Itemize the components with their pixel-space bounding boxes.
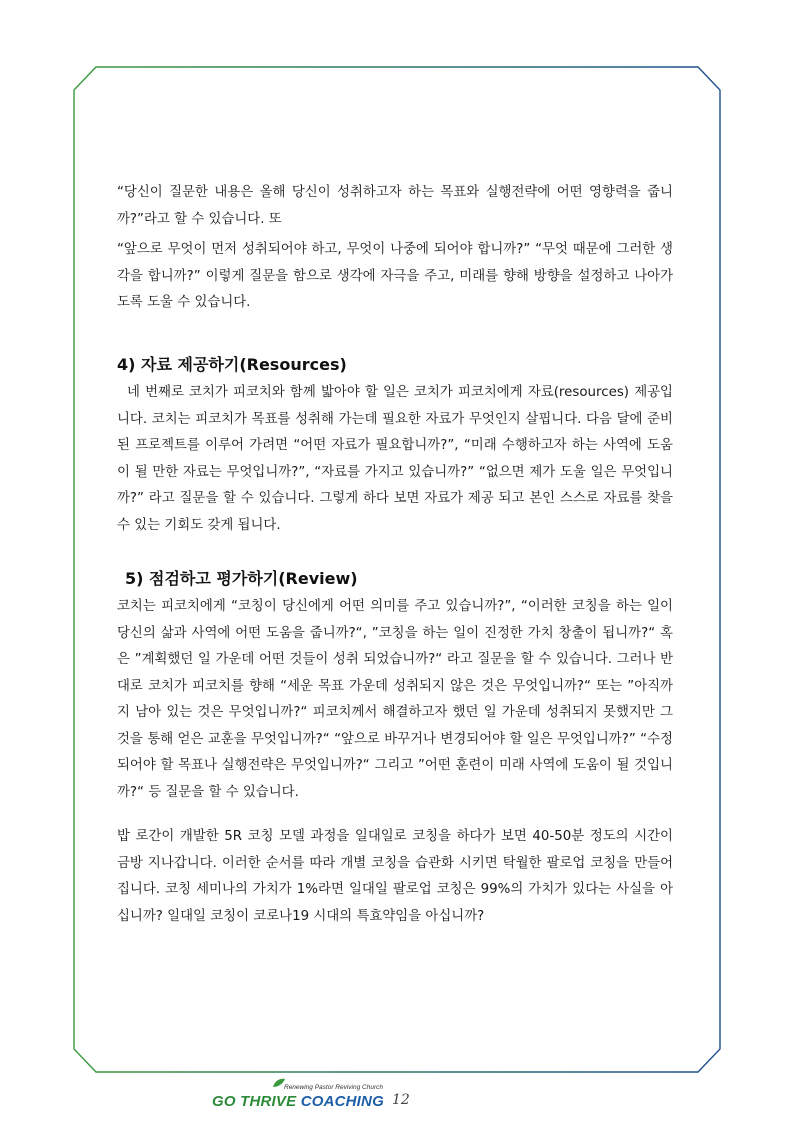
- section-4-block: [117, 380, 673, 539]
- page-number: 12: [392, 1092, 410, 1108]
- section-5-heading: 5) 점검하고 평가하기(Review): [125, 569, 358, 588]
- logo-tagline: Renewing Pastor Reviving Church: [284, 1084, 383, 1091]
- section-5-body: 코치는 피코치에게 “코칭이 당신에게 어떤 의미를 주고 있습니까?”, “이러한 코칭을 하는 일이 당신의 삶과 사역에 어떤 도움을 줍니까?“, ”코칭을 하는 일이 진정한 가치 창출이 됩니까?“ 혹은 ”계획했던 일 가운데 어떤 것들이 성취 되었습니까?“ 라고 질문을 할 수 있습니다. 그러나 반대로 코치가 피코치를 향해 “세운 목표 가운데 성취되지 않은 것은 무엇입니까?“ 또는 ”아직까지 남아 있는 것은 무엇입니까?“ 피코치께서 해결하고자 했던 일 가운데 성취되지 못했지만 그것을 통해 얻은 교훈을 무엇입니까?“ “앞으로 바꾸거나 변경되어야 할 일은 무엇입니까?” “수정되어야 할 목표나 실행전략은 무엇입니까?“ 그리고 ”어떤 훈련이 미래 사역에 도움이 될 것입니까?“ 등 질문을 할 수 있습니다.: [117, 599, 673, 800]
- intro-paragraph-1: “당신이 질문한 내용은 올해 당신이 성취하고자 하는 목표와 실행전략에 어떤 영향력을 줍니까?”라고 할 수 있습니다. 또: [117, 185, 673, 227]
- section-4-heading: 4) 자료 제공하기(Resources): [117, 355, 347, 374]
- section-4-body: 네 번째로 코치가 피코치와 함께 밟아야 할 일은 코치가 피코치에게 자료(resources) 제공입니다. 코치는 피코치가 목표를 성취해 가는데 필요한 자료가 무엇인지 살핍니다. 다음 달에 준비된 프로젝트를 이루어 가려면 “어떤 자료가 필요합니까?”, “미래 수행하고자 하는 사역에 도움이 될 만한 자료는 무엇입니까?”, “자료를 가지고 있습니까?” “없으면 제가 도울 일은 무엇입니까?” 라고 질문을 할 수 있습니다. 그렇게 하다 보면 자료가 제공 되고 본인 스스로 자료를 찾을 수 있는 기회도 갖게 됩니다.: [117, 385, 673, 533]
- logo-word-go-thrive: GO THRIVE: [212, 1093, 297, 1110]
- closing-block: [117, 824, 673, 930]
- section-5-block: [117, 594, 673, 806]
- logo-wordmark: [212, 1093, 384, 1110]
- closing-paragraph: 밥 로간이 개발한 5R 코칭 모델 과정을 일대일로 코칭을 하다가 보면 40-50분 정도의 시간이 금방 지나갑니다. 이러한 순서를 따라 개별 코칭을 습관화 시키면 탁월한 팔로업 코칭을 만들어 집니다. 코칭 세미나의 가치가 1%라면 일대일 팔로업 코칭은 99%의 가치가 있다는 사실을 아십니까? 일대일 코칭이 코로나19 시대의 특효약임을 아십니까?: [117, 829, 673, 924]
- intro-paragraph-2: “앞으로 무엇이 먼저 성취되어야 하고, 무엇이 나중에 되어야 합니까?” “무엇 때문에 그러한 생각을 합니까?” 이렇게 질문을 함으로 생각에 자극을 주고, 미래를 향해 방향을 설정하고 나아가도록 도울 수 있습니다.: [117, 242, 673, 310]
- footer-logo: [212, 1082, 412, 1112]
- logo-word-coaching: COACHING: [300, 1093, 384, 1110]
- intro-block: [117, 180, 673, 317]
